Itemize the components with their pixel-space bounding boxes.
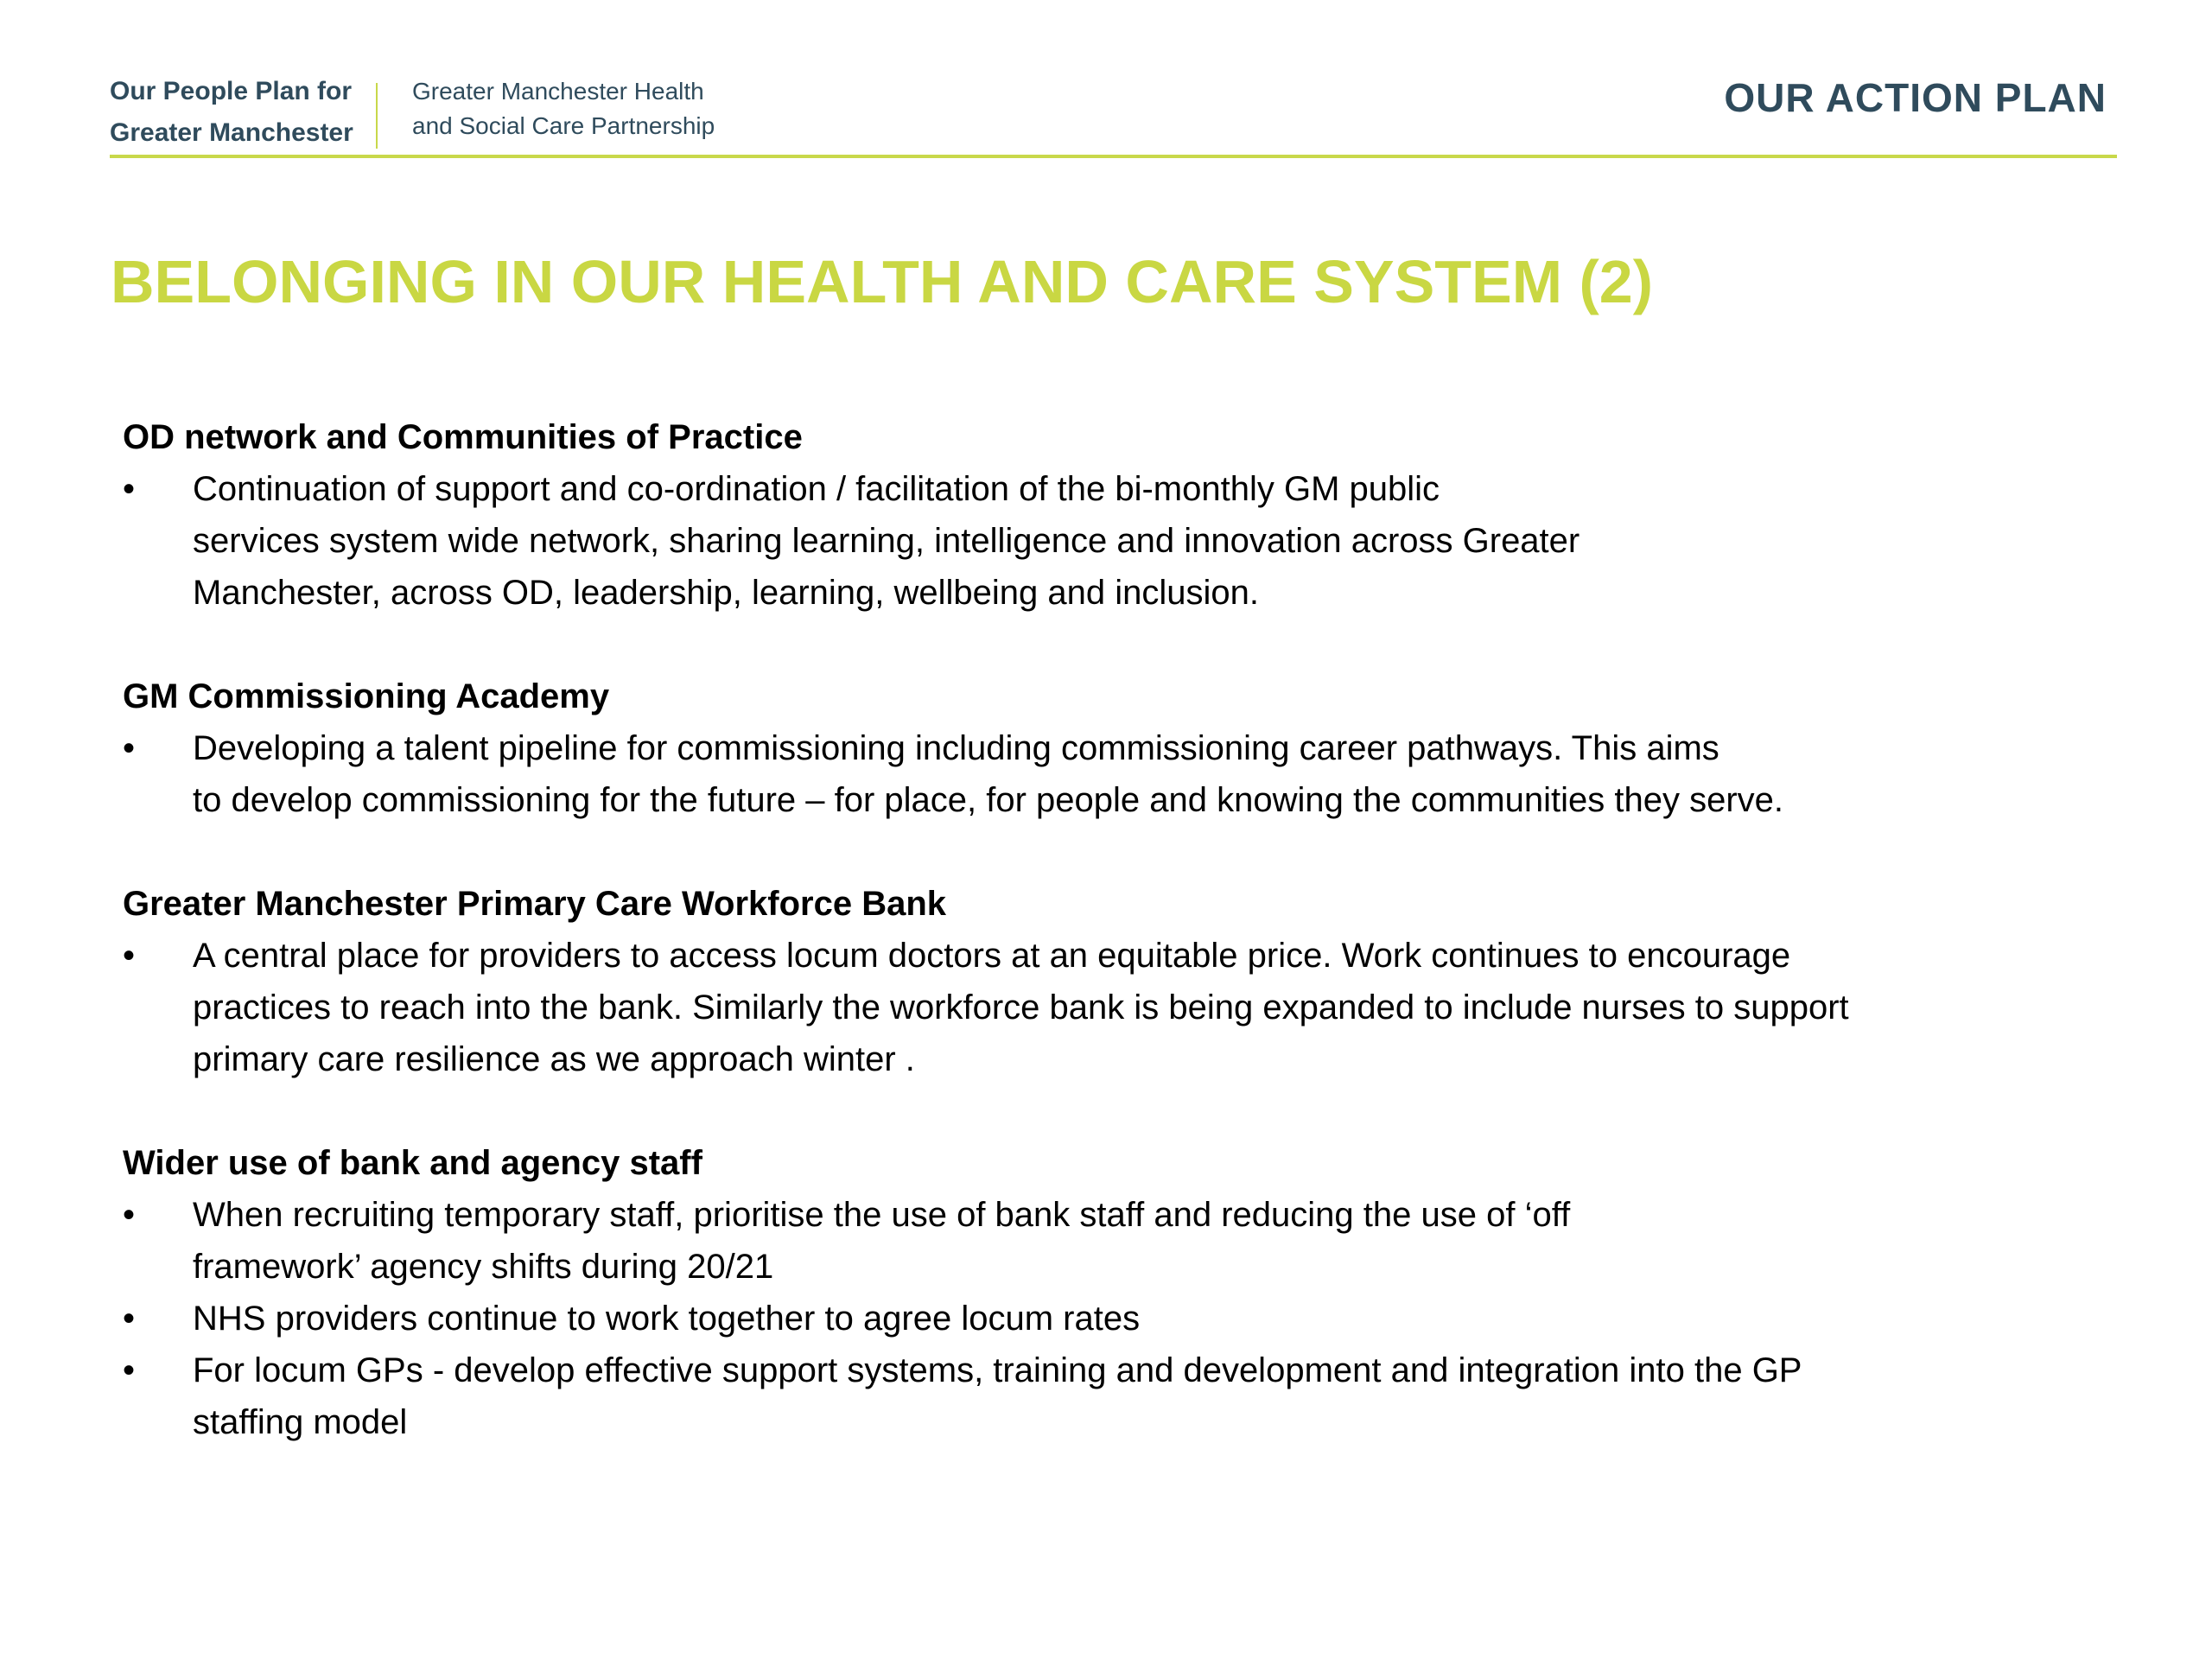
section (123, 411, 2110, 619)
logo-divider (376, 83, 378, 149)
bullet-icon: • (123, 1196, 136, 1234)
bullet-text-line: primary care resilience as we approach winter . (193, 1040, 915, 1078)
bullet-item (123, 930, 2110, 1085)
section-heading: Greater Manchester Primary Care Workforce Bank (123, 885, 947, 923)
people-plan-logo (110, 71, 353, 154)
bullet-text-line: When recruiting temporary staff, prioritise the use of bank staff and reducing the use of ‘off (193, 1196, 1571, 1234)
bullet-icon: • (123, 470, 136, 508)
bullet-text-line: Continuation of support and co-ordination / facilitation of the bi-monthly GM public (193, 470, 1440, 508)
page-header (110, 71, 2117, 157)
bullet-text-line: Manchester, across OD, leadership, learning, wellbeing and inclusion. (193, 574, 1260, 612)
section-heading: GM Commissioning Academy (123, 677, 610, 715)
people-plan-logo-line1: Our People Plan for (110, 77, 353, 105)
bullet-text-line: staffing model (193, 1403, 408, 1441)
page-title: BELONGING IN OUR HEALTH AND CARE SYSTEM (2) (111, 248, 1654, 315)
bullet-icon: • (123, 1351, 136, 1389)
people-plan-logo-line2: Greater Manchester (110, 118, 353, 147)
bullet-text-line: services system wide network, sharing learning, intelligence and innovation across Greater (193, 522, 1580, 560)
bullet-icon: • (123, 937, 136, 975)
section-heading: OD network and Communities of Practice (123, 418, 803, 456)
bullet-item (123, 722, 2110, 826)
header-title: OUR ACTION PLAN (1724, 75, 2107, 120)
bullet-item (123, 1344, 2110, 1448)
bullet-text-line: to develop commissioning for the future – for place, for people and knowing the communities they serve. (193, 781, 1783, 819)
bullet-text-line: framework’ agency shifts during 20/21 (193, 1248, 774, 1286)
partnership-logo-line2: and Social Care Partnership (412, 112, 715, 139)
header-divider (110, 155, 2117, 158)
content-body (123, 411, 2110, 1500)
bullet-list (123, 463, 2110, 619)
bullet-list (123, 930, 2110, 1085)
partnership-logo-line1: Greater Manchester Health (412, 78, 704, 105)
bullet-list (123, 1189, 2110, 1448)
bullet-icon: • (123, 729, 136, 767)
bullet-item (123, 1293, 2110, 1344)
bullet-item (123, 1189, 2110, 1293)
bullet-icon: • (123, 1300, 136, 1338)
bullet-text-line: NHS providers continue to work together to agree locum rates (193, 1300, 1141, 1338)
bullet-text-line: A central place for providers to access locum doctors at an equitable price. Work continues to encourage (193, 937, 1791, 975)
section (123, 671, 2110, 826)
bullet-item (123, 463, 2110, 619)
bullet-text-line: For locum GPs - develop effective support systems, training and development and integration into the GP (193, 1351, 1802, 1389)
bullet-list (123, 722, 2110, 826)
partnership-logo (412, 74, 715, 143)
bullet-text-line: practices to reach into the bank. Similarly the workforce bank is being expanded to include nurses to support (193, 988, 1849, 1027)
section (123, 1137, 2110, 1448)
section-heading: Wider use of bank and agency staff (123, 1144, 702, 1182)
bullet-text-line: Developing a talent pipeline for commissioning including commissioning career pathways. This aims (193, 729, 1719, 767)
section (123, 878, 2110, 1085)
